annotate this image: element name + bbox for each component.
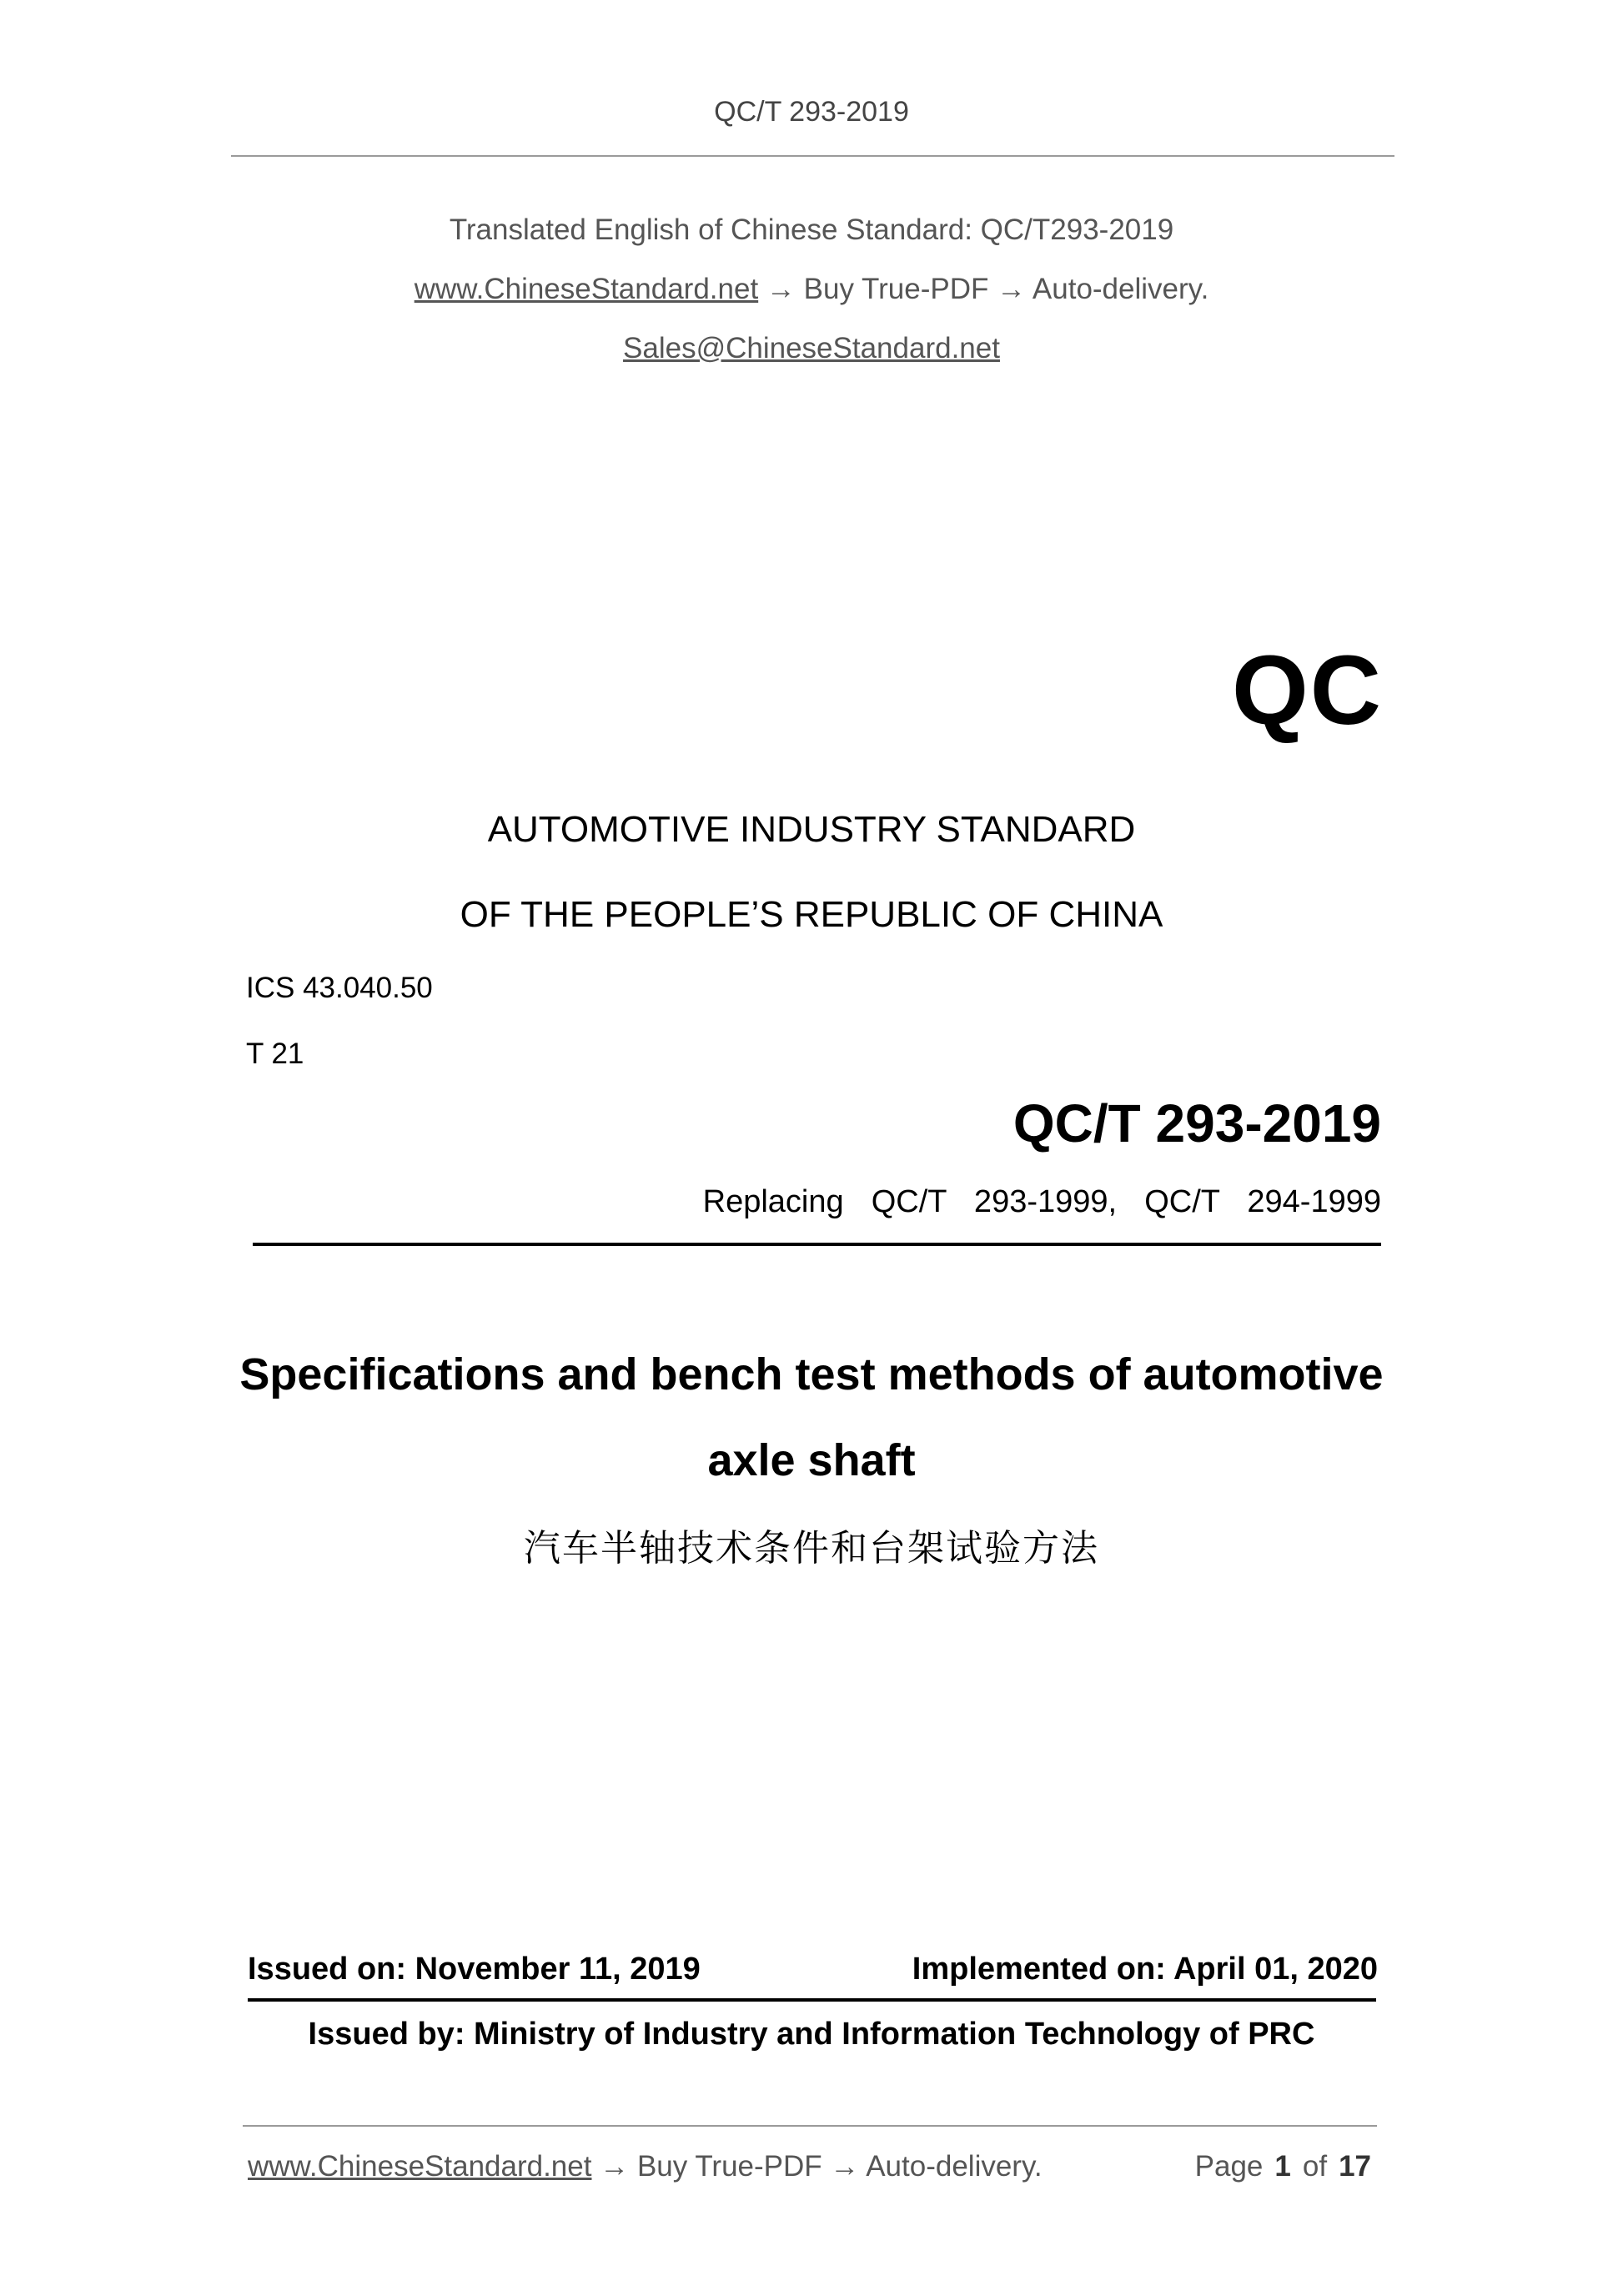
issued-divider [248, 1998, 1376, 2002]
footer-promo [248, 2150, 1043, 2183]
header-divider [231, 155, 1394, 157]
total-pages: 17 [1339, 2150, 1371, 2183]
issued-on-date: Issued on: November 11, 2019 [248, 1952, 701, 1987]
translated-notice: Translated English of Chinese Standard: QC/T293-2019 [449, 214, 1174, 246]
qc-mark: QC [1232, 636, 1383, 746]
standard-title-line2: OF THE PEOPLE’S REPUBLIC OF CHINA [460, 894, 1163, 935]
running-header: QC/T 293-2019 [714, 96, 909, 128]
footer-divider [243, 2125, 1377, 2127]
ccs-code: T 21 [246, 1037, 304, 1070]
site-link[interactable]: www.ChineseStandard.net [414, 273, 759, 305]
footer-site-link[interactable]: www.ChineseStandard.net [248, 2150, 592, 2183]
sales-email-link[interactable]: Sales@ChineseStandard.net [623, 332, 1000, 364]
issued-by: Issued by: Ministry of Industry and Information Technology of PRC [308, 2017, 1315, 2052]
standard-number: QC/T 293-2019 [1012, 1093, 1381, 1153]
sales-line [0, 332, 1623, 365]
buy-true-pdf-text: Buy True-PDF [803, 273, 989, 305]
arrow-right-icon: → [600, 2150, 630, 2183]
title-divider [253, 1243, 1381, 1246]
footer-buy-text: Buy True-PDF [636, 2150, 822, 2183]
of-label: of [1302, 2150, 1328, 2183]
promo-line [0, 273, 1623, 306]
auto-delivery-text: Auto-delivery. [1032, 273, 1209, 305]
footer-auto-delivery-text: Auto-delivery. [866, 2150, 1043, 2183]
document-title-chinese: 汽车半轴技术条件和台架试验方法 [524, 1528, 1099, 1569]
arrow-right-icon: → [766, 273, 796, 305]
implemented-on-date: Implemented on: April 01, 2020 [912, 1952, 1378, 1987]
document-title-line1: Specifications and bench test methods of automotive [239, 1349, 1384, 1399]
ics-code: ICS 43.040.50 [246, 972, 433, 1004]
page-indicator [1195, 2150, 1371, 2183]
page-label: Page [1194, 2150, 1264, 2183]
arrow-right-icon: → [830, 2150, 860, 2183]
standard-title-line1: AUTOMOTIVE INDUSTRY STANDARD [487, 809, 1136, 850]
page-number: 1 [1274, 2150, 1291, 2183]
arrow-right-icon: → [997, 273, 1027, 305]
replacing-note: Replacing QC/T 293-1999, QC/T 294-1999 [702, 1184, 1381, 1219]
document-title-line2: axle shaft [707, 1435, 916, 1485]
